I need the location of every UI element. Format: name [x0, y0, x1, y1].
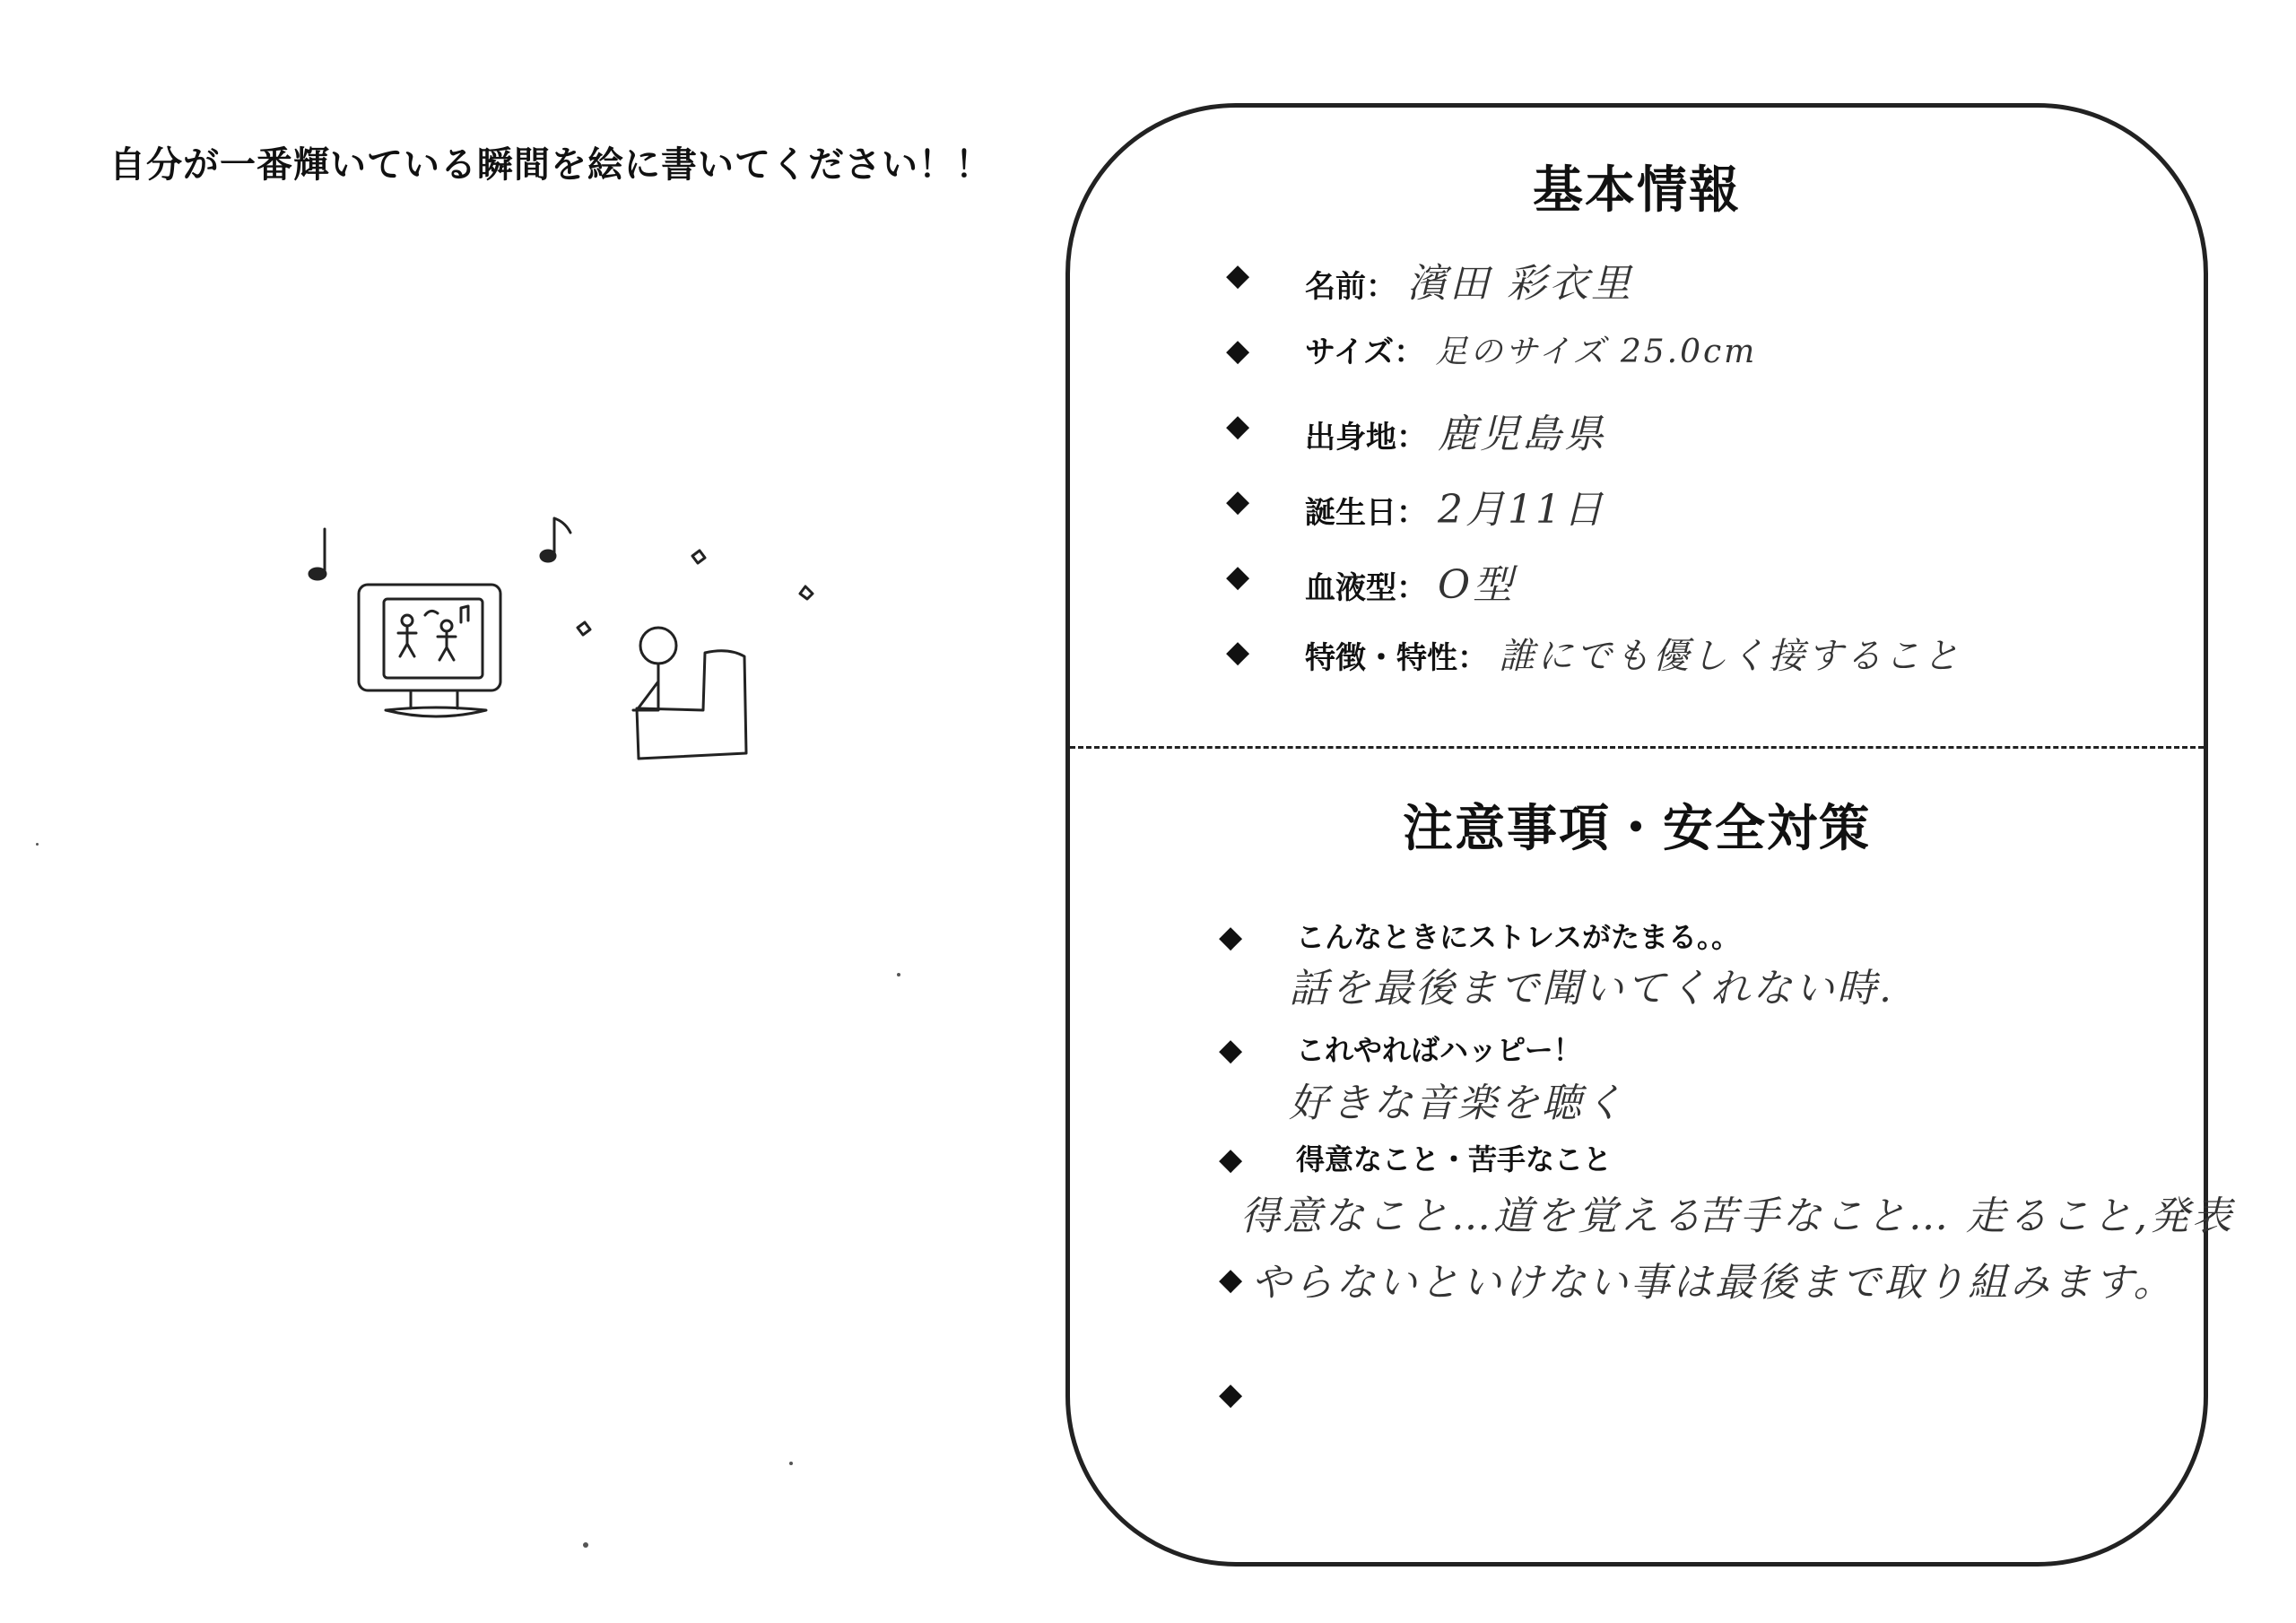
profile-card	[1065, 103, 2234, 1567]
sparkle	[692, 551, 705, 563]
scan-speck	[36, 843, 39, 846]
bullet-diamond: ◆	[1226, 333, 1250, 369]
bullet-diamond: ◆	[1226, 408, 1250, 444]
bullet-diamond: ◆	[1219, 919, 1243, 955]
field-label: 特徴・特性：	[1305, 640, 1488, 676]
bullet-diamond: ◆	[1219, 1141, 1243, 1177]
field-value: 足のサイズ 25.0cm	[1435, 334, 1758, 370]
field-birthplace	[1305, 402, 1606, 459]
music-note-top	[554, 518, 570, 554]
field-value: 鹿児島県	[1438, 412, 1606, 457]
monitor-frame	[359, 585, 500, 690]
field-value: 濱田 彩衣里	[1407, 261, 1633, 307]
monitor-stand	[386, 692, 486, 716]
scan-speck	[897, 973, 900, 976]
strengths-answer: 得意なこと…道を覚える	[1240, 1193, 1704, 1239]
field-birthday	[1305, 477, 1605, 534]
bullet-diamond: ◆	[1226, 559, 1250, 595]
field-value: 2月11日	[1438, 487, 1605, 533]
happy-answer: 好きな音楽を聴く	[1289, 1081, 1626, 1126]
field-label: 出身地：	[1305, 420, 1427, 456]
bullet-diamond: ◆	[1226, 257, 1250, 293]
field-label: サイズ：	[1305, 334, 1425, 370]
scan-speck	[583, 1542, 588, 1548]
scan-speck	[789, 1462, 793, 1465]
bullet-diamond: ◆	[1219, 1032, 1243, 1068]
happy-question: これやればハッピー！	[1296, 1033, 1582, 1067]
strengths-question: 得意なこと・苦手なこと	[1296, 1142, 1613, 1176]
chair	[637, 651, 746, 759]
sparkle	[578, 622, 590, 635]
bullet-diamond: ◆	[1219, 1376, 1243, 1412]
person-head	[640, 628, 676, 664]
field-size	[1305, 326, 1757, 372]
field-traits	[1305, 628, 1961, 679]
stress-answer: 話を最後まで聞いてくれない時.	[1289, 966, 1894, 1011]
bullet-diamond: ◆	[1226, 483, 1250, 519]
field-value: O型	[1438, 562, 1516, 608]
field-label: 名前：	[1305, 269, 1396, 305]
bullet-diamond: ◆	[1219, 1262, 1243, 1298]
field-name	[1305, 251, 1633, 308]
weaknesses-answer: 苦手なこと… 走ること,発表	[1698, 1193, 2234, 1239]
drawing-instruction: 自分が一番輝いている瞬間を絵に書いてください！！	[109, 144, 992, 186]
field-label: 血液型：	[1305, 570, 1427, 606]
commitment-answer: やらないといけない事は最後まで取り組みます。	[1251, 1260, 2176, 1306]
stress-question: こんなときにストレスがたまる。。	[1296, 920, 1741, 954]
bullet-diamond: ◆	[1226, 634, 1250, 670]
dash-dot-divider	[1070, 746, 2204, 749]
field-blood-type	[1305, 552, 1515, 610]
sparkle	[800, 586, 813, 599]
hand-drawn-sketch	[269, 502, 861, 789]
person-body	[633, 664, 658, 710]
safety-title: 注意事項・安全対策	[1403, 800, 1871, 858]
field-value: 誰にでも優しく接すること	[1499, 636, 1961, 677]
basic-info-title: 基本情報	[1533, 161, 1741, 220]
field-label: 誕生日：	[1305, 495, 1427, 531]
